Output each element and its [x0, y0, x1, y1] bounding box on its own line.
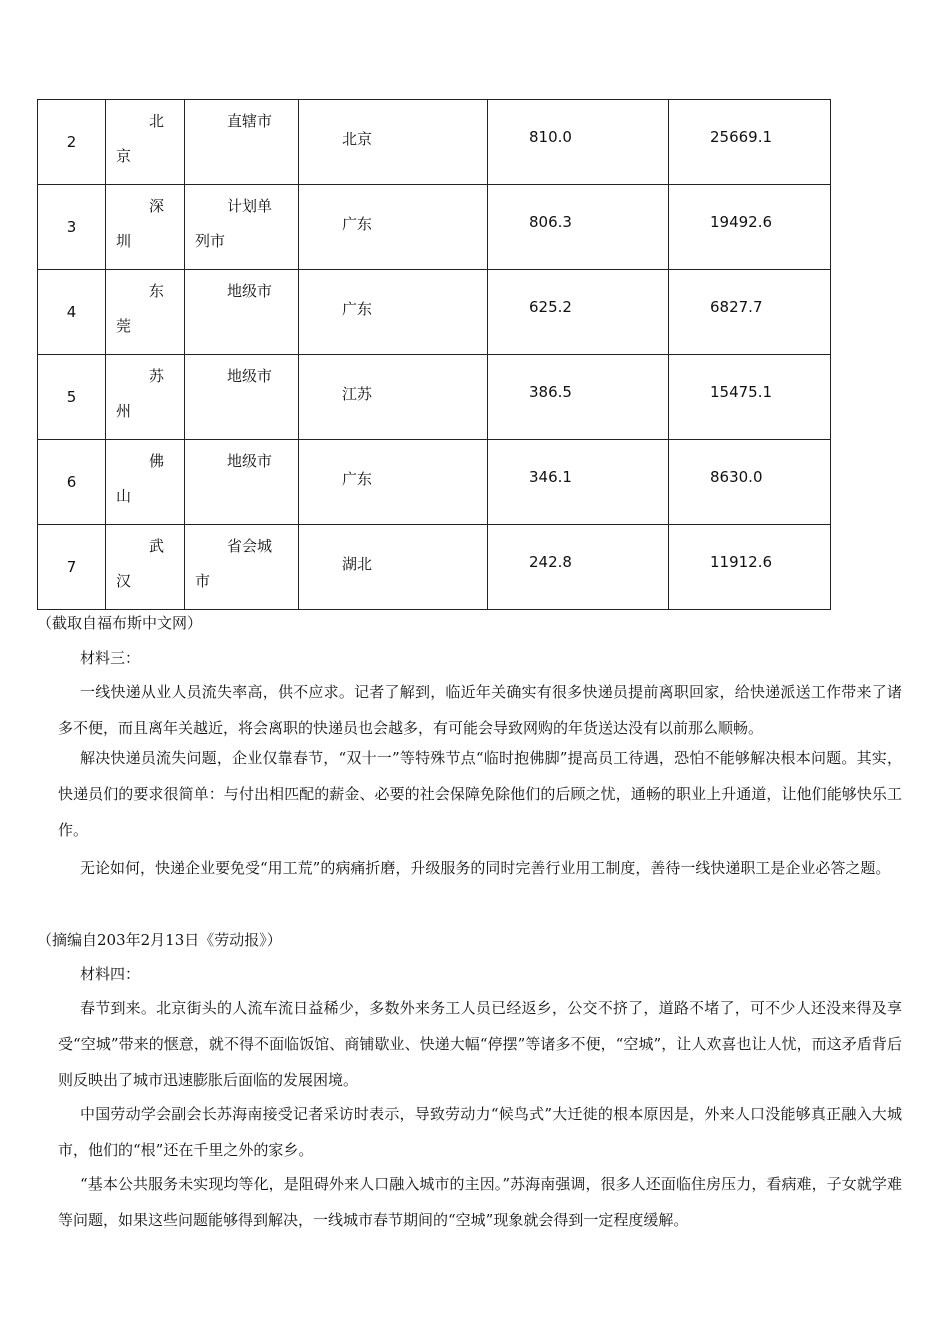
city-type-cell — [185, 185, 299, 270]
table-row — [38, 185, 831, 270]
material4-paragraph-2: 中国劳动学会副会长苏海南接受记者采访时表示，导致劳动力“候鸟式”大迁徙的根本原因是，外来人口没能够真正融入大城市，他们的“根”还在千里之外的家乡。 — [58, 1105, 902, 1159]
value1-cell — [488, 185, 669, 270]
city-char-2: 京 — [116, 147, 132, 165]
value2-cell — [669, 185, 831, 270]
city-char-1: 苏 — [149, 367, 165, 385]
material3-paragraph-3: 无论如何，快递企业要免受“用工荒”的病痛折磨，升级服务的同时完善行业用工制度，善待一线快递职工是企业必答之题。 — [80, 859, 891, 877]
city-cell — [106, 100, 185, 185]
province-text: 北京 — [342, 130, 373, 148]
table-row — [38, 440, 831, 525]
city-type-line-1: 地级市 — [227, 282, 273, 300]
table-row — [38, 100, 831, 185]
value2-cell — [669, 355, 831, 440]
material3-paragraph-2: 解决快递员流失问题，企业仅靠春节，“双十一”等特殊节点“临时抱佛脚”提高员工待遇，恐怕不能够解决根本问题。其实，快递员们的要求很简单：与付出相匹配的薪金、必要的社会保障免除他们的后顾之忧，通畅的职业上升通道，让他们能够快乐工作。 — [58, 749, 902, 839]
city-type-line-1: 地级市 — [227, 367, 273, 385]
table-row — [38, 270, 831, 355]
value1-text: 386.5 — [529, 383, 572, 401]
value2-text: 25669.1 — [710, 128, 773, 146]
value1-cell — [488, 270, 669, 355]
value2-cell — [669, 100, 831, 185]
province-cell — [299, 100, 488, 185]
city-char-1: 北 — [149, 112, 165, 130]
city-cell — [106, 525, 185, 610]
city-type-line-1: 省会城 — [227, 537, 273, 555]
city-type-cell — [185, 270, 299, 355]
table-source: （截取自福布斯中文网） — [37, 614, 203, 632]
rank-cell: 3 — [38, 185, 106, 270]
rank-cell: 7 — [38, 525, 106, 610]
material3-source: （摘编自203年2月13日《劳动报》） — [37, 931, 282, 949]
province-text: 广东 — [342, 470, 373, 488]
rank-cell: 2 — [38, 100, 106, 185]
rank-cell: 5 — [38, 355, 106, 440]
value2-text: 19492.6 — [710, 213, 773, 231]
value1-text: 810.0 — [529, 128, 572, 146]
city-cell — [106, 270, 185, 355]
city-char-1: 佛 — [149, 452, 165, 470]
province-text: 广东 — [342, 215, 373, 233]
city-cell — [106, 355, 185, 440]
city-type-cell — [185, 100, 299, 185]
city-type-line-1: 地级市 — [227, 452, 273, 470]
city-type-line-1: 计划单 — [227, 197, 273, 215]
table-row — [38, 525, 831, 610]
material3-heading: 材料三： — [80, 649, 141, 667]
rank-cell: 6 — [38, 440, 106, 525]
province-text: 湖北 — [342, 555, 373, 573]
city-char-1: 东 — [149, 282, 165, 300]
value1-cell — [488, 100, 669, 185]
value2-text: 15475.1 — [710, 383, 773, 401]
material4-paragraph-3: “基本公共服务未实现均等化，是阻碍外来人口融入城市的主因。”苏海南强调，很多人还面临住房压力，看病难，子女就学难等问题，如果这些问题能够得到解决，一线城市春节期间的“空城”现象就会得到一定程度缓解。 — [58, 1175, 902, 1229]
city-char-2: 汉 — [116, 572, 132, 590]
city-cell — [106, 440, 185, 525]
value2-cell — [669, 440, 831, 525]
material3-paragraph-1: 一线快递从业人员流失率高，供不应求。记者了解到，临近年关确实有很多快递员提前离职回家，给快递派送工作带来了诸多不便，而且离年关越近，将会离职的快递员也会越多，有可能会导致网购的年货送达没有以前那么顺畅。 — [58, 683, 902, 737]
province-cell — [299, 270, 488, 355]
value1-text: 806.3 — [529, 213, 572, 231]
value1-cell — [488, 440, 669, 525]
value1-cell — [488, 355, 669, 440]
city-char-1: 深 — [149, 197, 165, 215]
value2-cell — [669, 525, 831, 610]
value2-text: 8630.0 — [710, 468, 763, 486]
city-char-2: 圳 — [116, 232, 132, 250]
province-cell — [299, 355, 488, 440]
value1-text: 242.8 — [529, 553, 572, 571]
city-char-1: 武 — [149, 537, 165, 555]
value2-text: 11912.6 — [710, 553, 773, 571]
value2-text: 6827.7 — [710, 298, 763, 316]
city-type-cell — [185, 440, 299, 525]
table-row — [38, 355, 831, 440]
city-cell — [106, 185, 185, 270]
city-char-2: 州 — [116, 402, 132, 420]
value1-cell — [488, 525, 669, 610]
city-type-cell — [185, 355, 299, 440]
province-cell — [299, 440, 488, 525]
city-data-table — [37, 99, 831, 610]
city-type-cell — [185, 525, 299, 610]
city-type-line-2: 市 — [195, 572, 211, 590]
material4-heading: 材料四： — [80, 965, 141, 983]
material4-paragraph-1: 春节到来。北京街头的人流车流日益稀少，多数外来务工人员已经返乡，公交不挤了，道路不堵了，可不少人还没来得及享受“空城”带来的惬意，就不得不面临饭馆、商铺歇业、快递大幅“停摆”等诸多不便，“空城”，让人欢喜也让人忧，而这矛盾背后则反映出了城市迅速膨胀后面临的发展困境。 — [58, 999, 902, 1089]
city-char-2: 山 — [116, 487, 132, 505]
rank-cell: 4 — [38, 270, 106, 355]
value2-cell — [669, 270, 831, 355]
city-type-line-2: 列市 — [195, 232, 226, 250]
value1-text: 625.2 — [529, 298, 572, 316]
province-cell — [299, 185, 488, 270]
province-cell — [299, 525, 488, 610]
city-type-line-1: 直辖市 — [227, 112, 273, 130]
province-text: 江苏 — [342, 385, 373, 403]
city-char-2: 莞 — [116, 317, 132, 335]
province-text: 广东 — [342, 300, 373, 318]
value1-text: 346.1 — [529, 468, 572, 486]
